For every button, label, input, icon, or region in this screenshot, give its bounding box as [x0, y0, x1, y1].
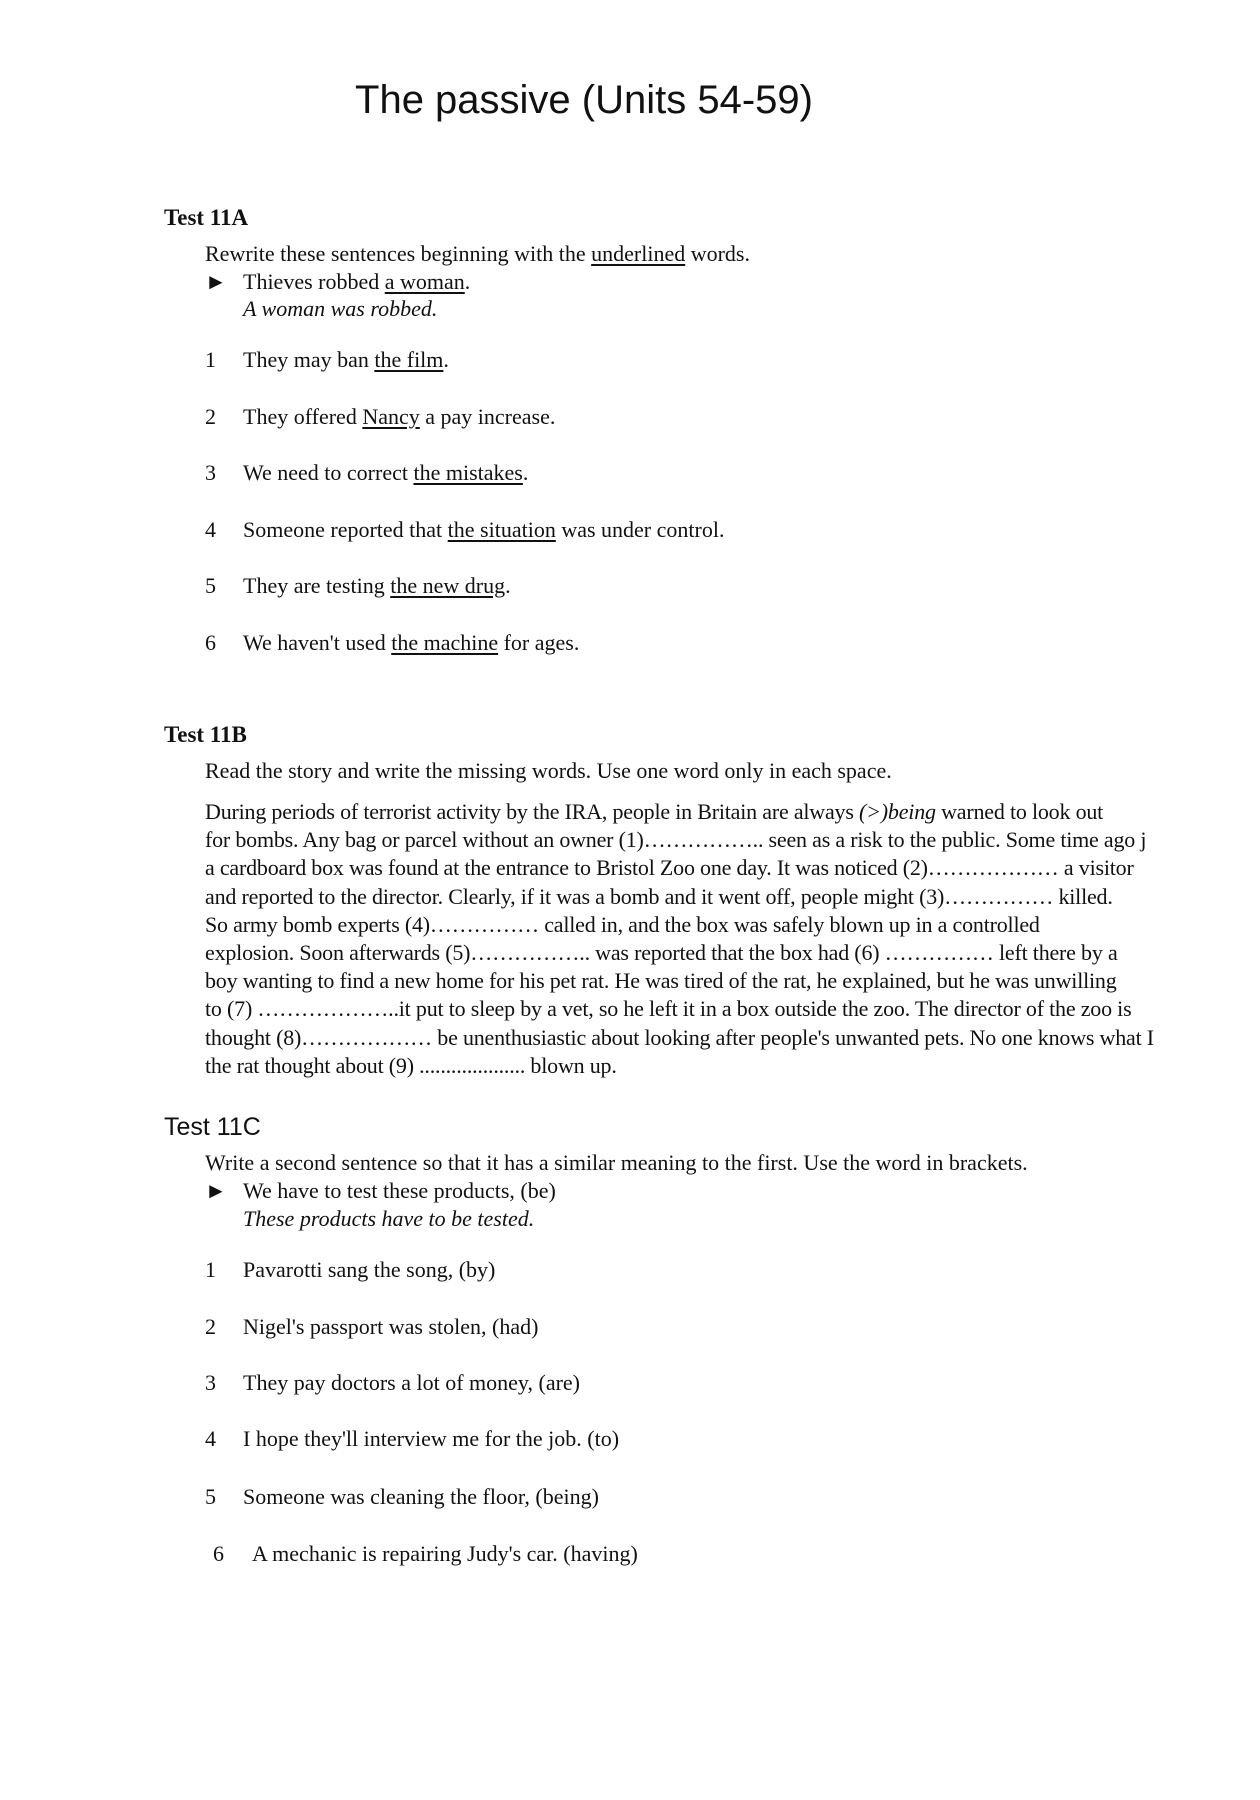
- item-number: 3: [205, 1370, 216, 1395]
- example-underlined: a woman: [384, 269, 465, 294]
- test-11a-example: [243, 269, 470, 295]
- story-line: a cardboard box was found at the entrance to Bristol Zoo one day. It was noticed (2)……………… a visitor: [205, 855, 1134, 881]
- item-underlined: Nancy: [362, 404, 420, 429]
- item-text-end: for ages.: [498, 630, 580, 655]
- story-line: So army bomb experts (4)…………… called in, and the box was safely blown up in a controlled: [205, 911, 1040, 937]
- item-text: They offered: [243, 404, 363, 429]
- test-11c-item: Someone was cleaning the floor, (being): [243, 1484, 599, 1509]
- item-text-end: was under control.: [555, 517, 725, 542]
- test-11c-instruction: Write a second sentence so that it has a similar meaning to the first. Use the word in brackets.: [205, 1150, 1028, 1175]
- item-number: 6: [205, 630, 216, 655]
- story-line: explosion. Soon afterwards (5)…………….. was reported that the box had (6) …………… left there by a: [205, 940, 1118, 965]
- story-line: to (7) ………………..it put to sleep by a vet, so he left it in a box outside the zoo. The director of the zoo is: [205, 996, 1132, 1022]
- test-11c-item: A mechanic is repairing Judy's car. (having): [252, 1541, 638, 1566]
- story-line: thought (8)……………… be unenthusiastic about looking after people's unwanted pets. No one knows what I: [205, 1024, 1154, 1050]
- example-marker-icon: ►: [205, 269, 227, 294]
- item-number: 1: [205, 1257, 216, 1282]
- example-marker-icon: ►: [205, 1178, 227, 1203]
- test-11c-example-answer: These products have to be tested.: [243, 1206, 535, 1231]
- story-line: [205, 799, 1103, 825]
- test-11c-item: They pay doctors a lot of money, (are): [243, 1370, 581, 1395]
- test-11a-instruction: [205, 241, 750, 267]
- item-text: Someone reported that: [243, 517, 448, 542]
- test-11c-item: Nigel's passport was stolen, (had): [243, 1314, 539, 1339]
- item-text: They are testing: [243, 573, 391, 598]
- item-underlined: the film: [374, 347, 444, 372]
- item-text: They may ban: [243, 347, 375, 372]
- item-text-end: a pay increase.: [419, 404, 556, 429]
- test-11a-item: [243, 630, 579, 656]
- test-11c-item: Pavarotti sang the song, (by): [243, 1257, 496, 1282]
- test-11a-item: [243, 347, 449, 373]
- example-text: Thieves robbed: [243, 269, 385, 294]
- test-11c-example: We have to test these products, (be): [243, 1178, 556, 1203]
- story-line: and reported to the director. Clearly, if it was a bomb and it went off, people might (3)…………… killed.: [205, 883, 1113, 909]
- item-number: 5: [205, 573, 216, 598]
- item-number: 5: [205, 1484, 216, 1509]
- test-11a-example-answer: A woman was robbed.: [243, 296, 438, 321]
- test-11a-item: [243, 573, 511, 599]
- story-line: the rat thought about (9) .................... blown up.: [205, 1052, 617, 1078]
- page-title: The passive (Units 54-59): [355, 78, 813, 122]
- story-line: for bombs. Any bag or parcel without an owner (1)…………….. seen as a risk to the public. Some time ago j: [205, 827, 1147, 853]
- test-11a-item: [243, 404, 555, 430]
- instruction-text: Rewrite these sentences beginning with the: [205, 241, 592, 266]
- instruction-text-end: words.: [685, 241, 750, 266]
- story-line: boy wanting to find a new home for his pet rat. He was tired of the rat, he explained, but he was unwilling: [205, 968, 1117, 994]
- test-11a-heading: Test 11A: [164, 205, 249, 230]
- item-underlined: the mistakes: [413, 460, 523, 485]
- item-number: 4: [205, 517, 216, 542]
- item-number: 2: [205, 1314, 216, 1339]
- item-number: 4: [205, 1426, 216, 1451]
- item-underlined: the new drug: [390, 573, 506, 598]
- story-text-end: warned to look out: [935, 799, 1104, 824]
- item-underlined: the situation: [447, 517, 556, 542]
- item-number: 2: [205, 404, 216, 429]
- item-text: We haven't used: [243, 630, 392, 655]
- story-example-answer: (>)being: [859, 799, 936, 824]
- test-11c-item: I hope they'll interview me for the job. (to): [243, 1426, 620, 1451]
- item-number: 1: [205, 347, 216, 372]
- item-number: 3: [205, 460, 216, 485]
- test-11b-instruction: Read the story and write the missing words. Use one word only in each space.: [205, 758, 892, 783]
- item-number: 6: [213, 1541, 224, 1566]
- item-text-end: .: [443, 347, 449, 372]
- instruction-underlined: underlined: [591, 241, 686, 266]
- test-11a-item: [243, 460, 528, 486]
- story-text: During periods of terrorist activity by the IRA, people in Britain are always: [205, 799, 860, 824]
- item-underlined: the machine: [391, 630, 499, 655]
- test-11c-heading: Test 11C: [164, 1113, 261, 1141]
- item-text-end: .: [522, 460, 529, 485]
- test-11a-item: [243, 517, 724, 543]
- example-text-end: .: [464, 269, 471, 294]
- test-11b-heading: Test 11B: [164, 722, 247, 747]
- item-text: We need to correct: [243, 460, 414, 485]
- item-text-end: .: [505, 573, 511, 598]
